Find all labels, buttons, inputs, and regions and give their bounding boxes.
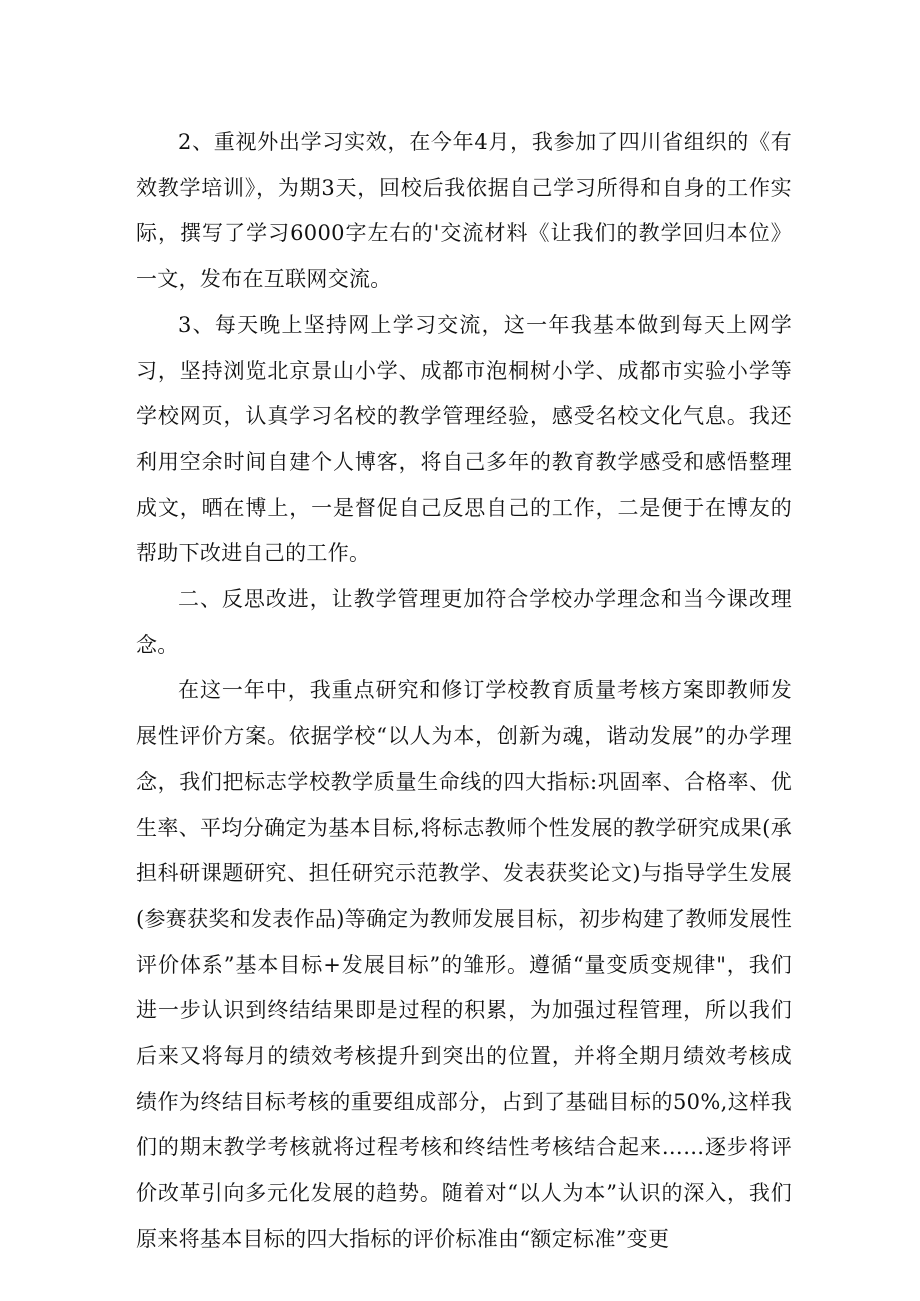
- paragraph-evaluation-reform: 在这一年中，我重点研究和修订学校教育质量考核方案即教师发展性评价方案。依据学校“以人为本，创新为魂，谐动发展”的办学理念，我们把标志学校教学质量生命线的四大指标:巩固率、合格率、优生率、平均分确定为基本目标,将标志教师个性发展的教学研究成果(承担科研课题研究、担任研究示范教学、发表获奖论文)与指导学生发展(参赛获奖和发表作品)等确定为教师发展目标，初步构建了教师发展性评价体系”基本目标+发展目标”的雏形。遵循“量变质变规律"，我们进一步认识到终结结果即是过程的积累，为加强过程管理，所以我们后来又将每月的绩效考核提升到突出的位置，并将全期月绩效考核成绩作为终结目标考核的重要组成部分，占到了基础目标的50%,这样我们的期末教学考核就将过程考核和终结性考核结合起来……逐步将评价改革引向多元化发展的趋势。随着对“以人为本”认识的深入，我们原来将基本目标的四大指标的评价标准由“额定标准”变更: [136, 678, 792, 1251]
- section-heading-reflection: 二、反思改进，让教学管理更加符合学校办学理念和当今课改理念。: [136, 587, 792, 657]
- document-body: [136, 120, 792, 1263]
- paragraph-external-study: 2、重视外出学习实效，在今年4月，我参加了四川省组织的《有效教学培训》，为期3天，回校后我依据自己学习所得和自身的工作实际，撰写了学习6000字左右的'交流材料《让我们的教学回归本位》一文，发布在互联网交流。: [136, 130, 792, 292]
- paragraph-online-study: 3、每天晚上坚持网上学习交流，这一年我基本做到每天上网学习，坚持浏览北京景山小学、成都市泡桐树小学、成都市实验小学等学校网页，认真学习名校的教学管理经验，感受名校文化气息。我还利用空余时间自建个人博客，将自己多年的教育教学感受和感悟整理成文，晒在博上，一是督促自己反思自己的工作，二是便于在博友的帮助下改进自己的工作。: [136, 312, 792, 566]
